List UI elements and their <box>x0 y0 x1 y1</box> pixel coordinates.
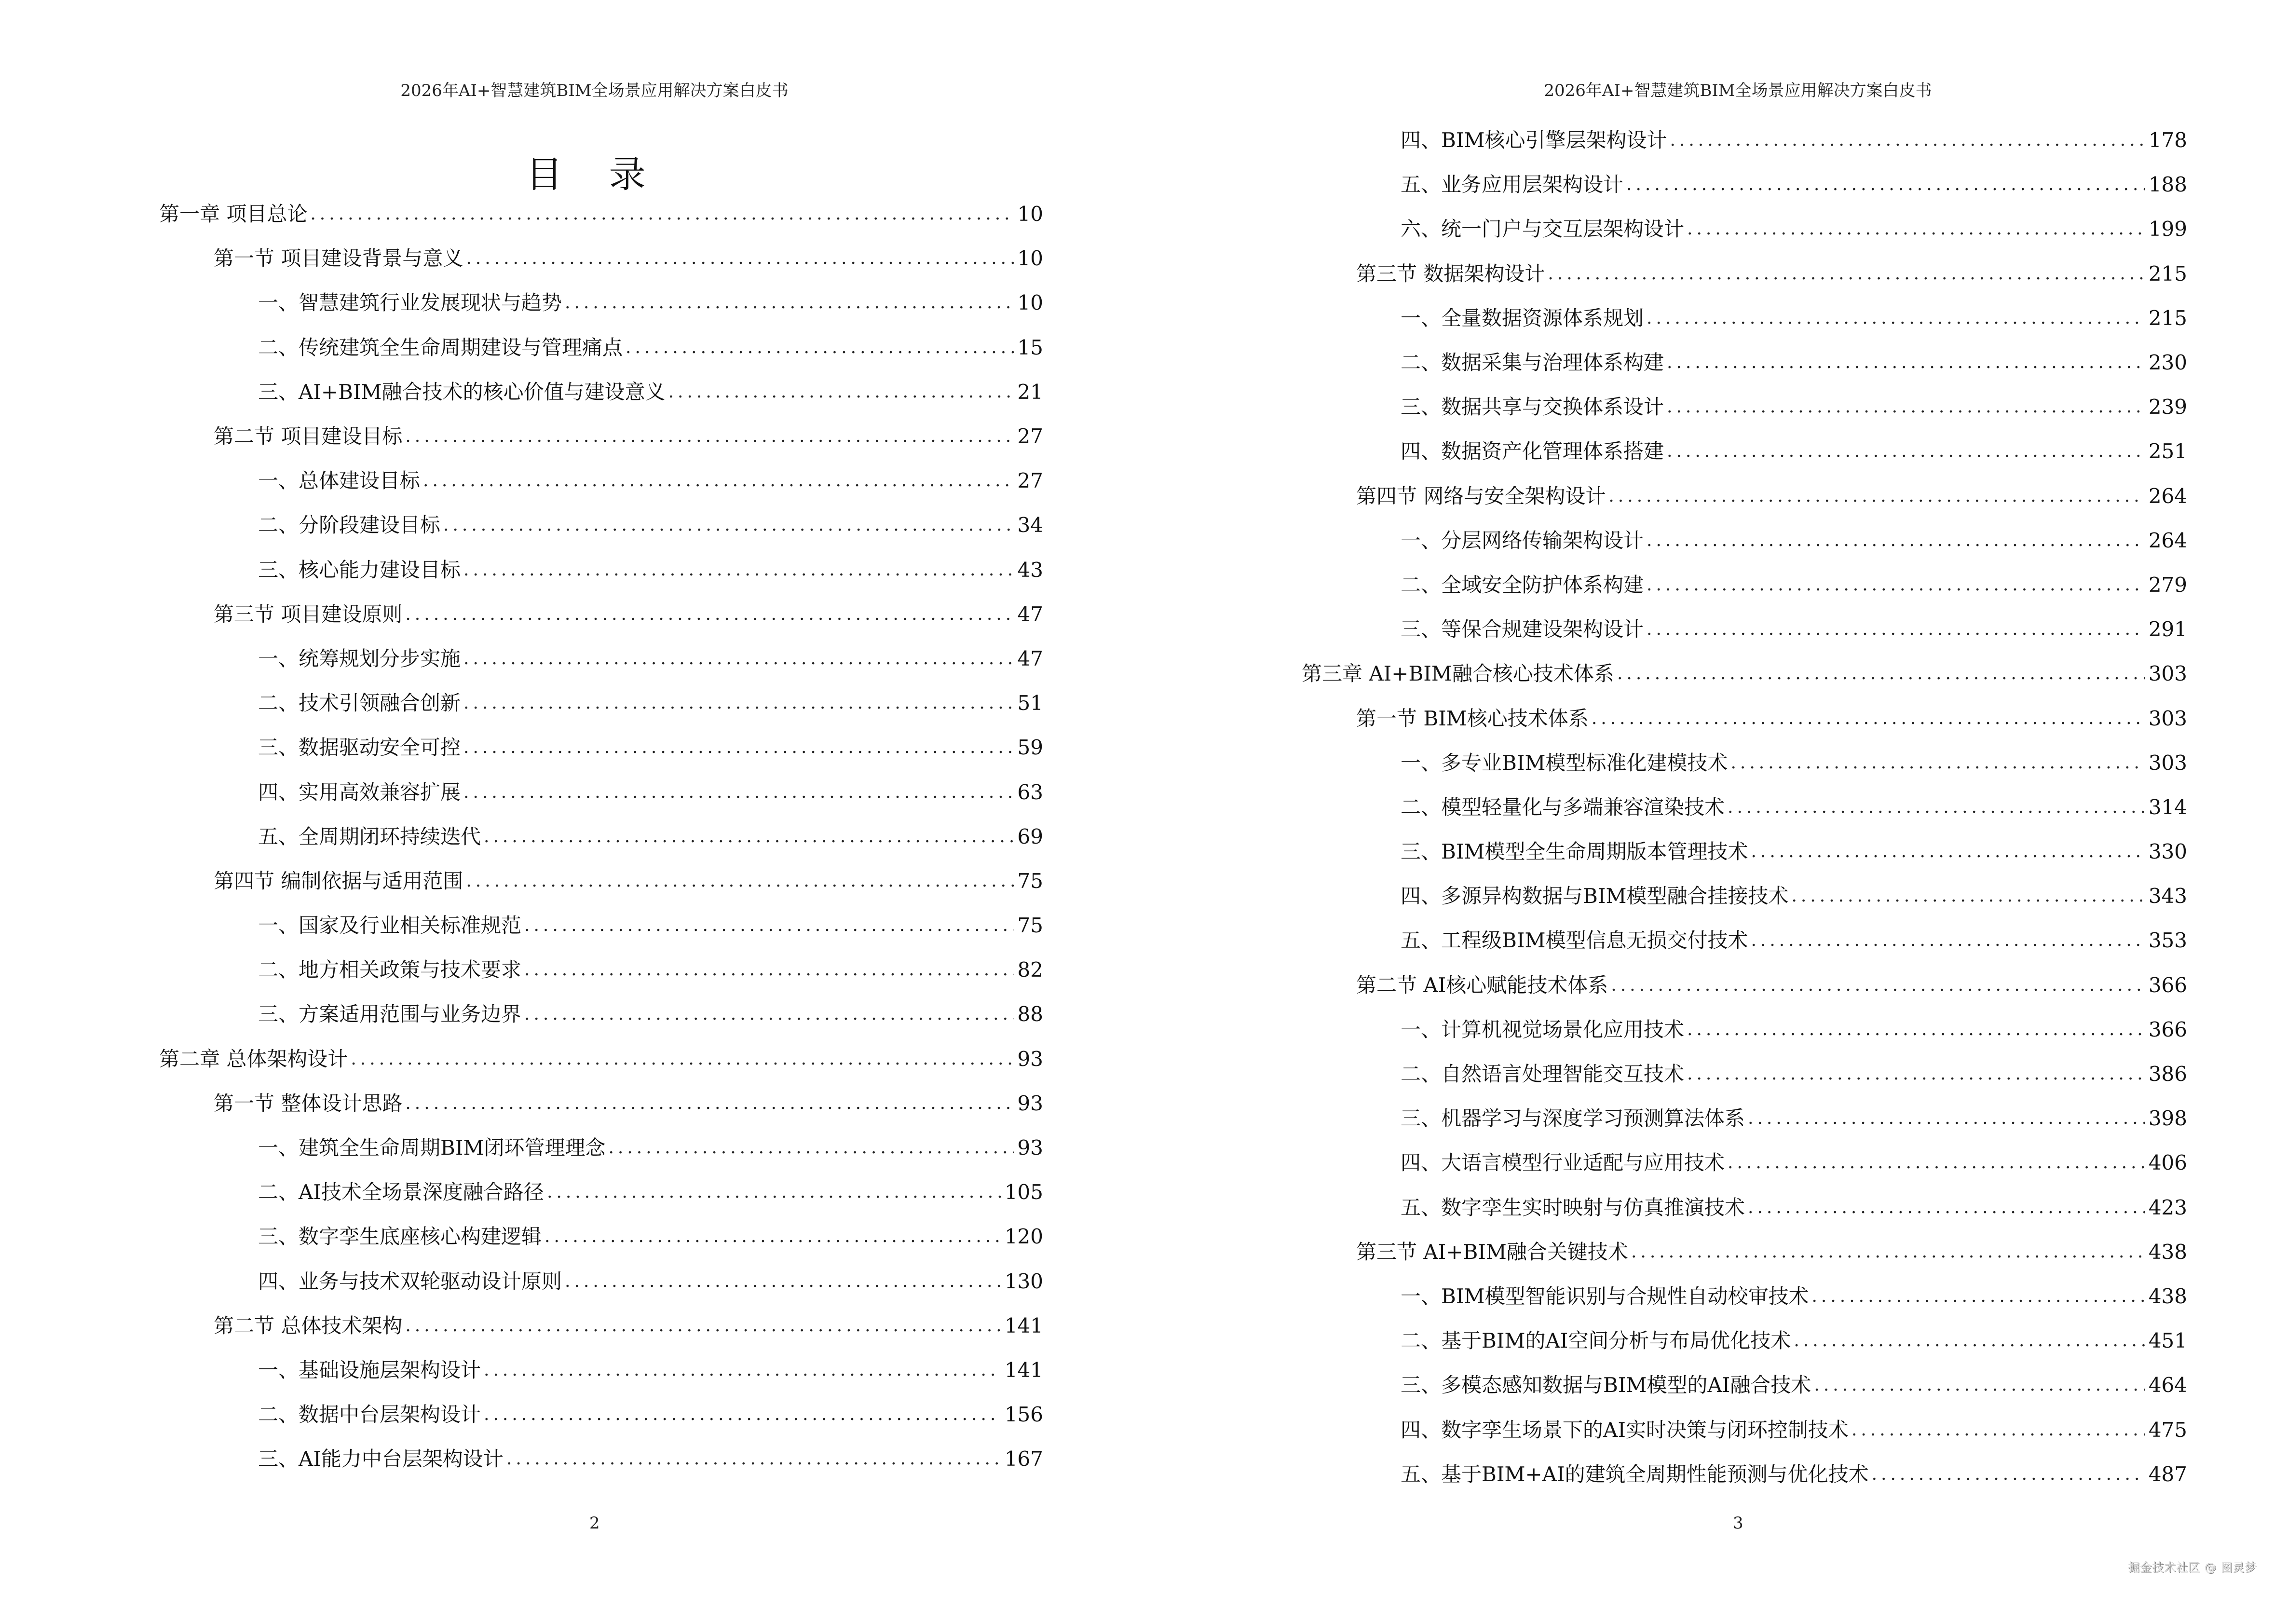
toc-entry-page-number: 47 <box>1017 602 1043 626</box>
toc-entry-label: 五、基于BIM+AI的建筑全周期性能预测与优化技术 <box>1401 1462 1869 1486</box>
dot-leader <box>626 326 1014 370</box>
dot-leader <box>466 859 1013 903</box>
dot-leader <box>1687 207 2145 251</box>
dot-leader <box>1872 1452 2145 1497</box>
toc-entry[interactable] <box>1302 118 2187 163</box>
toc-entry-label: 二、分阶段建设目标 <box>258 513 441 537</box>
toc-entry-page-number: 93 <box>1017 1136 1043 1160</box>
toc-entry[interactable] <box>1302 785 2187 830</box>
toc-entry-page-number: 141 <box>1004 1358 1043 1382</box>
toc-entry-label: 二、AI技术全场景深度融合路径 <box>258 1180 544 1204</box>
toc-entry-page-number: 215 <box>2148 261 2187 286</box>
dot-leader <box>351 1037 1013 1081</box>
toc-title: 目 录 <box>526 152 663 196</box>
toc-entry-page-number: 75 <box>1017 914 1043 938</box>
toc-entry-label: 第二章 总体架构设计 <box>159 1047 348 1071</box>
toc-entry-page-number: 475 <box>2148 1418 2187 1442</box>
toc-entry-page-number: 75 <box>1017 869 1043 893</box>
toc-entry-page-number: 291 <box>2148 617 2187 641</box>
toc-entry-label: 一、统筹规划分步实施 <box>258 646 461 670</box>
toc-entry-label: 四、大语言模型行业适配与应用技术 <box>1401 1151 1725 1175</box>
dot-leader <box>1687 1052 2145 1096</box>
toc-entry[interactable] <box>1302 1008 2187 1052</box>
toc-entry[interactable] <box>159 236 1043 281</box>
toc-entry[interactable] <box>1302 830 2187 874</box>
dot-leader <box>1548 252 2144 296</box>
toc-entry[interactable] <box>1302 1319 2187 1363</box>
toc-entry[interactable] <box>159 859 1043 903</box>
toc-entry-page-number: 406 <box>2148 1151 2187 1175</box>
toc-entry-page-number: 10 <box>1017 246 1043 271</box>
toc-entry-label: 一、基础设施层架构设计 <box>258 1358 481 1382</box>
toc-entry-page-number: 264 <box>2148 484 2187 508</box>
running-header: 2026年AI+智慧建筑BIM全场景应用解决方案白皮书 <box>400 81 789 100</box>
toc-entry[interactable] <box>1302 741 2187 785</box>
toc-entry-label: 第二节 AI核心赋能技术体系 <box>1356 973 1608 997</box>
toc-entry-label: 三、多模态感知数据与BIM模型的AI融合技术 <box>1401 1373 1811 1397</box>
toc-entry[interactable] <box>1302 696 2187 740</box>
dot-leader <box>524 992 1014 1037</box>
toc-entry-page-number: 386 <box>2148 1062 2187 1086</box>
toc-entry-page-number: 178 <box>2148 128 2187 152</box>
toc-entry-label: 四、BIM核心引擎层架构设计 <box>1401 128 1667 152</box>
toc-entry-label: 第三节 AI+BIM融合关键技术 <box>1356 1240 1628 1264</box>
toc-entry[interactable] <box>159 1437 1043 1481</box>
toc-entry[interactable] <box>159 548 1043 592</box>
toc-entry-page-number: 82 <box>1017 958 1043 982</box>
toc-entry[interactable] <box>159 1215 1043 1259</box>
dot-leader <box>1687 1008 2145 1052</box>
dot-leader <box>524 903 1014 948</box>
toc-entry-page-number: 353 <box>2148 928 2187 953</box>
toc-entry-page-number: 59 <box>1017 736 1043 760</box>
toc-entry-label: 一、建筑全生命周期BIM闭环管理理念 <box>258 1136 606 1160</box>
toc-entry[interactable] <box>1302 474 2187 519</box>
toc-entry[interactable] <box>1302 874 2187 918</box>
toc-list-right <box>1302 118 2187 1497</box>
toc-entry-label: 二、全域安全防护体系构建 <box>1401 573 1644 597</box>
toc-entry-label: 二、自然语言处理智能交互技术 <box>1401 1062 1685 1086</box>
toc-entry-page-number: 303 <box>2148 751 2187 775</box>
toc-entry-page-number: 10 <box>1017 202 1043 226</box>
toc-entry-label: 第二节 项目建设目标 <box>214 424 403 449</box>
toc-entry-label: 第三章 AI+BIM融合核心技术体系 <box>1302 662 1614 686</box>
dot-leader <box>1811 1274 2144 1319</box>
dot-leader <box>1647 519 2145 563</box>
toc-entry[interactable] <box>1302 1452 2187 1497</box>
toc-entry-label: 二、数据中台层架构设计 <box>258 1403 481 1427</box>
toc-entry-label: 第二节 总体技术架构 <box>214 1313 403 1337</box>
toc-entry-label: 三、AI能力中台层架构设计 <box>258 1447 504 1471</box>
dot-leader <box>443 503 1014 547</box>
toc-entry[interactable] <box>1302 607 2187 652</box>
dot-leader <box>405 592 1013 637</box>
toc-entry-label: 二、传统建筑全生命周期建设与管理痛点 <box>258 335 623 359</box>
toc-entry[interactable] <box>159 1170 1043 1215</box>
toc-entry-page-number: 63 <box>1017 780 1043 804</box>
toc-entry[interactable] <box>159 1392 1043 1437</box>
toc-entry-page-number: 21 <box>1017 380 1043 404</box>
dot-leader <box>1748 1186 2145 1230</box>
toc-entry-page-number: 366 <box>2148 1017 2187 1041</box>
dot-leader <box>484 815 1014 859</box>
toc-entry-label: 二、地方相关政策与技术要求 <box>258 958 522 982</box>
dot-leader <box>1647 296 2145 341</box>
toc-entry-label: 二、数据采集与治理体系构建 <box>1401 351 1664 375</box>
toc-entry[interactable] <box>1302 296 2187 341</box>
right-page <box>1144 0 2287 1624</box>
toc-entry-page-number: 199 <box>2148 217 2187 241</box>
toc-entry-label: 三、机器学习与深度学习预测算法体系 <box>1401 1106 1745 1131</box>
dot-leader <box>463 637 1014 681</box>
toc-list-left <box>159 192 1043 1481</box>
toc-entry-page-number: 188 <box>2148 173 2187 197</box>
dot-leader <box>1608 474 2144 519</box>
dot-leader <box>608 1126 1013 1170</box>
toc-entry[interactable] <box>159 815 1043 859</box>
toc-entry-label: 三、BIM模型全生命周期版本管理技术 <box>1401 840 1748 864</box>
dot-leader <box>1751 830 2144 874</box>
toc-entry-label: 一、全量数据资源体系规划 <box>1401 306 1644 330</box>
toc-entry[interactable] <box>159 1126 1043 1170</box>
dot-leader <box>1667 341 2145 385</box>
toc-entry-label: 一、分层网络传输架构设计 <box>1401 528 1644 552</box>
toc-entry-label: 二、模型轻量化与多端兼容渲染技术 <box>1401 795 1725 819</box>
dot-leader <box>1748 1096 2145 1141</box>
dot-leader <box>463 681 1014 725</box>
toc-entry[interactable] <box>159 725 1043 770</box>
toc-entry[interactable] <box>159 1081 1043 1126</box>
toc-entry-page-number: 487 <box>2148 1462 2187 1486</box>
toc-entry[interactable] <box>1302 207 2187 251</box>
toc-entry[interactable] <box>1302 252 2187 296</box>
toc-entry[interactable] <box>1302 1407 2187 1452</box>
toc-entry-page-number: 303 <box>2148 662 2187 686</box>
dot-leader <box>1730 741 2144 785</box>
dot-leader <box>466 236 1013 281</box>
toc-entry-label: 三、数字孪生底座核心构建逻辑 <box>258 1225 542 1249</box>
toc-entry-page-number: 43 <box>1017 558 1043 582</box>
dot-leader <box>1647 563 2145 607</box>
dot-leader <box>1791 874 2144 918</box>
toc-entry[interactable] <box>159 459 1043 503</box>
toc-entry-label: 三、核心能力建设目标 <box>258 558 461 582</box>
toc-entry[interactable] <box>159 948 1043 992</box>
toc-entry[interactable] <box>1302 1274 2187 1319</box>
toc-entry-page-number: 330 <box>2148 840 2187 864</box>
toc-entry-page-number: 10 <box>1017 291 1043 315</box>
watermark: 掘金技术社区 @ 图灵梦 <box>2128 1561 2257 1574</box>
toc-entry-label: 三、方案适用范围与业务边界 <box>258 1002 522 1026</box>
toc-entry-page-number: 314 <box>2148 795 2187 819</box>
toc-entry[interactable] <box>159 1037 1043 1081</box>
toc-entry[interactable] <box>1302 341 2187 385</box>
dot-leader <box>545 1215 1001 1259</box>
dot-leader <box>1667 429 2145 474</box>
toc-entry-label: 五、数字孪生实时映射与仿真推演技术 <box>1401 1195 1745 1219</box>
dot-leader <box>1617 652 2145 696</box>
dot-leader <box>405 1081 1013 1126</box>
toc-entry-page-number: 51 <box>1017 691 1043 715</box>
toc-entry-label: 三、AI+BIM融合技术的核心价值与建设意义 <box>258 380 666 404</box>
dot-leader <box>1631 1230 2145 1274</box>
toc-entry-page-number: 438 <box>2148 1284 2187 1308</box>
toc-entry[interactable] <box>159 326 1043 370</box>
toc-entry-label: 第一节 项目建设背景与意义 <box>214 246 463 271</box>
toc-entry-page-number: 303 <box>2148 706 2187 730</box>
toc-entry[interactable] <box>159 1348 1043 1392</box>
toc-entry-page-number: 130 <box>1004 1269 1043 1293</box>
dot-leader <box>463 548 1014 592</box>
toc-entry-label: 五、工程级BIM模型信息无损交付技术 <box>1401 928 1748 953</box>
toc-entry-label: 第三节 项目建设原则 <box>214 602 403 626</box>
toc-entry-label: 五、业务应用层架构设计 <box>1401 173 1624 197</box>
toc-entry[interactable] <box>159 192 1043 236</box>
toc-entry-label: 四、数据资产化管理体系搭建 <box>1401 439 1664 464</box>
toc-entry-page-number: 88 <box>1017 1002 1043 1026</box>
dot-leader <box>668 370 1014 414</box>
toc-entry-label: 一、智慧建筑行业发展现状与趋势 <box>258 291 562 315</box>
toc-entry-label: 四、实用高效兼容扩展 <box>258 780 461 804</box>
dot-leader <box>1751 918 2144 963</box>
toc-entry[interactable] <box>1302 519 2187 563</box>
toc-entry[interactable] <box>159 370 1043 414</box>
toc-entry[interactable] <box>159 770 1043 814</box>
dot-leader <box>1728 1141 2145 1185</box>
toc-entry-label: 第一节 BIM核心技术体系 <box>1356 706 1589 730</box>
toc-entry-label: 二、基于BIM的AI空间分析与布局优化技术 <box>1401 1329 1791 1353</box>
dot-leader <box>484 1348 1001 1392</box>
dot-leader <box>1611 963 2145 1008</box>
toc-entry[interactable] <box>1302 1096 2187 1141</box>
toc-entry[interactable] <box>159 681 1043 725</box>
dot-leader <box>484 1392 1001 1437</box>
toc-entry-label: 三、等保合规建设架构设计 <box>1401 617 1644 641</box>
dot-leader <box>405 414 1013 459</box>
toc-entry-page-number: 93 <box>1017 1091 1043 1115</box>
toc-entry[interactable] <box>1302 429 2187 474</box>
toc-entry[interactable] <box>1302 963 2187 1008</box>
toc-entry-page-number: 167 <box>1004 1447 1043 1471</box>
toc-entry-page-number: 15 <box>1017 335 1043 359</box>
toc-entry-page-number: 423 <box>2148 1195 2187 1219</box>
dot-leader <box>405 1304 1000 1348</box>
dot-leader <box>1667 385 2145 429</box>
toc-entry[interactable] <box>1302 163 2187 207</box>
toc-entry[interactable] <box>1302 1363 2187 1407</box>
toc-entry[interactable] <box>159 1259 1043 1304</box>
toc-entry-page-number: 366 <box>2148 973 2187 997</box>
toc-entry-page-number: 105 <box>1004 1180 1043 1204</box>
toc-entry[interactable] <box>1302 563 2187 607</box>
toc-entry-page-number: 120 <box>1004 1225 1043 1249</box>
dot-leader <box>565 281 1014 325</box>
dot-leader <box>1626 163 2145 207</box>
dot-leader <box>1794 1319 2144 1363</box>
toc-entry[interactable] <box>1302 1141 2187 1185</box>
toc-entry-label: 五、全周期闭环持续迭代 <box>258 824 481 848</box>
toc-entry[interactable] <box>159 1304 1043 1348</box>
toc-entry-label: 一、国家及行业相关标准规范 <box>258 914 522 938</box>
toc-entry[interactable] <box>1302 1186 2187 1230</box>
toc-entry-page-number: 398 <box>2148 1106 2187 1131</box>
toc-entry-page-number: 251 <box>2148 439 2187 464</box>
toc-entry[interactable] <box>159 992 1043 1037</box>
toc-entry-label: 三、数据共享与交换体系设计 <box>1401 395 1664 419</box>
dot-leader <box>1814 1363 2144 1407</box>
page-number: 2 <box>589 1514 600 1533</box>
toc-entry-label: 一、计算机视觉场景化应用技术 <box>1401 1017 1685 1041</box>
toc-entry-page-number: 141 <box>1004 1313 1043 1337</box>
toc-entry-page-number: 69 <box>1017 824 1043 848</box>
toc-entry-page-number: 264 <box>2148 528 2187 552</box>
toc-entry[interactable] <box>1302 385 2187 429</box>
toc-entry-label: 六、统一门户与交互层架构设计 <box>1401 217 1685 241</box>
toc-entry-page-number: 230 <box>2148 351 2187 375</box>
toc-entry-page-number: 156 <box>1004 1403 1043 1427</box>
dot-leader <box>423 459 1014 503</box>
dot-leader <box>463 770 1014 815</box>
toc-entry-label: 四、业务与技术双轮驱动设计原则 <box>258 1269 562 1293</box>
toc-entry-page-number: 343 <box>2148 884 2187 908</box>
dot-leader <box>310 192 1013 236</box>
toc-entry-page-number: 93 <box>1017 1047 1043 1071</box>
toc-entry[interactable] <box>159 637 1043 681</box>
dot-leader <box>1647 607 2145 652</box>
toc-entry-page-number: 464 <box>2148 1373 2187 1397</box>
toc-entry-page-number: 34 <box>1017 513 1043 537</box>
toc-entry-page-number: 27 <box>1017 469 1043 493</box>
toc-entry-label: 一、BIM模型智能识别与合规性自动校审技术 <box>1401 1284 1809 1308</box>
toc-entry-label: 一、总体建设目标 <box>258 469 421 493</box>
toc-entry-page-number: 438 <box>2148 1240 2187 1264</box>
dot-leader <box>1670 118 2144 163</box>
toc-entry[interactable] <box>1302 652 2187 696</box>
toc-entry[interactable] <box>159 503 1043 547</box>
toc-entry-page-number: 27 <box>1017 424 1043 449</box>
dot-leader <box>524 948 1014 992</box>
toc-entry-label: 四、数字孪生场景下的AI实时决策与闭环控制技术 <box>1401 1418 1849 1442</box>
toc-entry-label: 第四节 编制依据与适用范围 <box>214 869 463 893</box>
dot-leader <box>463 725 1014 770</box>
toc-entry-label: 第三节 数据架构设计 <box>1356 261 1545 286</box>
toc-entry-label: 二、技术引领融合创新 <box>258 691 461 715</box>
toc-entry-page-number: 239 <box>2148 395 2187 419</box>
dot-leader <box>1592 696 2145 741</box>
toc-entry[interactable] <box>159 903 1043 948</box>
toc-entry-label: 三、数据驱动安全可控 <box>258 736 461 760</box>
toc-entry[interactable] <box>159 592 1043 637</box>
toc-entry-label: 一、多专业BIM模型标准化建模技术 <box>1401 751 1728 775</box>
toc-entry[interactable] <box>159 414 1043 459</box>
dot-leader <box>565 1259 1001 1304</box>
dot-leader <box>1728 785 2145 830</box>
toc-entry-page-number: 451 <box>2148 1329 2187 1353</box>
toc-entry-label: 第四节 网络与安全架构设计 <box>1356 484 1606 508</box>
page-number: 3 <box>1733 1514 1743 1533</box>
toc-entry-page-number: 279 <box>2148 573 2187 597</box>
toc-entry[interactable] <box>159 281 1043 325</box>
toc-entry-label: 四、多源异构数据与BIM模型融合挂接技术 <box>1401 884 1789 908</box>
toc-entry[interactable] <box>1302 918 2187 963</box>
toc-entry[interactable] <box>1302 1052 2187 1096</box>
toc-entry-page-number: 215 <box>2148 306 2187 330</box>
dot-leader <box>547 1170 1001 1215</box>
running-header: 2026年AI+智慧建筑BIM全场景应用解决方案白皮书 <box>1544 81 1932 100</box>
toc-entry-page-number: 47 <box>1017 646 1043 670</box>
toc-entry[interactable] <box>1302 1230 2187 1274</box>
dot-leader <box>1851 1408 2145 1452</box>
toc-entry-label: 第一章 项目总论 <box>159 202 308 226</box>
dot-leader <box>506 1437 1001 1481</box>
toc-entry-label: 第一节 整体设计思路 <box>214 1091 403 1115</box>
